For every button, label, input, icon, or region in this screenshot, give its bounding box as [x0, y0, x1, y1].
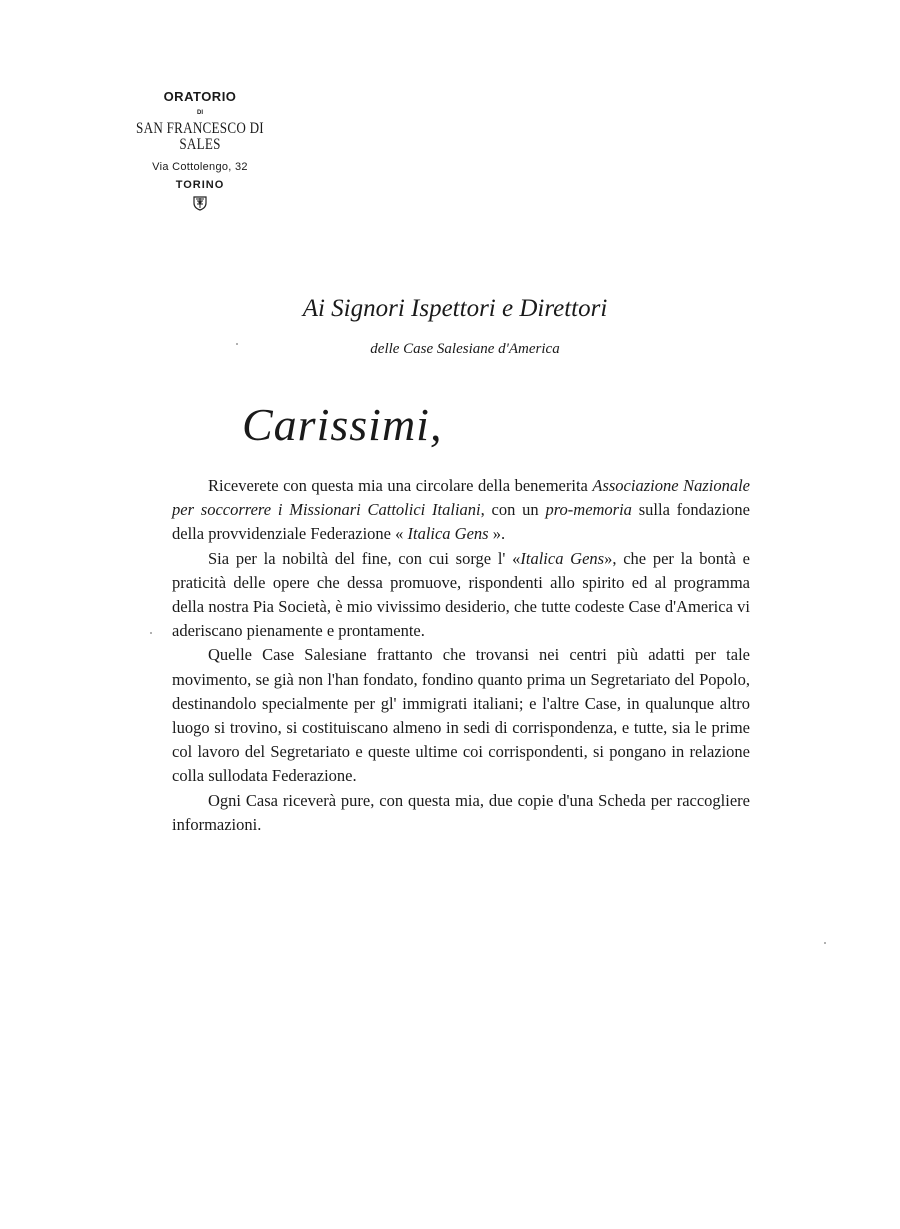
- p1-text-1: Riceverete con questa mia una circolare della benemerita: [208, 476, 593, 495]
- paragraph-3: Quelle Case Salesiane frattanto che trovansi nei centri più adatti per tale movimento, se già non l'han fondato, fondino quanto prima un Segretariato del Popolo, destinandolo specialmente per gl' immigrati italiani; e l'altre Case, in qualunque altro luogo si trovino, si costituiscano almeno in sedi di corrispondenza, e tutte, sia le prime col lavoro del Segretariato e queste ultime coi corrispondenti, si pongano in relazione colla sullodata Federazione.: [172, 645, 750, 786]
- paragraph-4: Ogni Casa riceverà pure, con questa mia, due copie d'una Scheda per raccogliere informazioni.: [172, 790, 750, 834]
- p2-text-1: Sia per la nobiltà del fine, con cui sorge l' «: [208, 548, 521, 568]
- p2-text-2: », che per la bontà e praticità delle opere che dessa promuove, rispondenti allo spirito ed al programma della nostra Pia Società, è mio vivissimo desiderio, che tutte codeste Case d'America vi aderiscano pienamente e prontamente.: [172, 548, 750, 641]
- p1-text-2: , con un: [480, 500, 546, 520]
- scan-speck: [824, 942, 826, 944]
- letterhead-org: ORATORIO: [163, 89, 237, 104]
- paragraph-1: [172, 474, 750, 547]
- p1-italic-association: Associazione Nazionale per soccorrere i Missionari Cattolici Italiani: [172, 476, 750, 520]
- p2-italic-italica-gens: Italica Gens: [520, 548, 605, 568]
- p1-italic-italica-gens: Italica Gens: [407, 524, 489, 544]
- addressee-subtitle: delle Case Salesiane d'America: [370, 341, 560, 357]
- letterhead-di: DI: [197, 110, 203, 116]
- paragraph-2: [172, 547, 750, 644]
- letter-body: [172, 474, 750, 837]
- salesian-emblem-icon: [192, 195, 208, 211]
- letterhead-name: SAN FRANCESCO DI SALES: [136, 120, 264, 153]
- letterhead: [108, 88, 292, 211]
- salutation: Carissimi,: [242, 399, 443, 450]
- scan-speck: [236, 343, 238, 345]
- letterhead-city: TORINO: [175, 179, 225, 191]
- p1-italic-promemoria: pro-memoria: [545, 500, 632, 520]
- p1-text-3: sulla fondazione della provvidenziale Federazione «: [172, 500, 750, 544]
- p1-text-4: ».: [488, 524, 506, 544]
- scan-speck: [150, 632, 152, 634]
- letterhead-address: Via Cottolengo, 32: [152, 161, 248, 173]
- addressee-title: Ai Signori Ispettori e Direttori: [302, 295, 608, 322]
